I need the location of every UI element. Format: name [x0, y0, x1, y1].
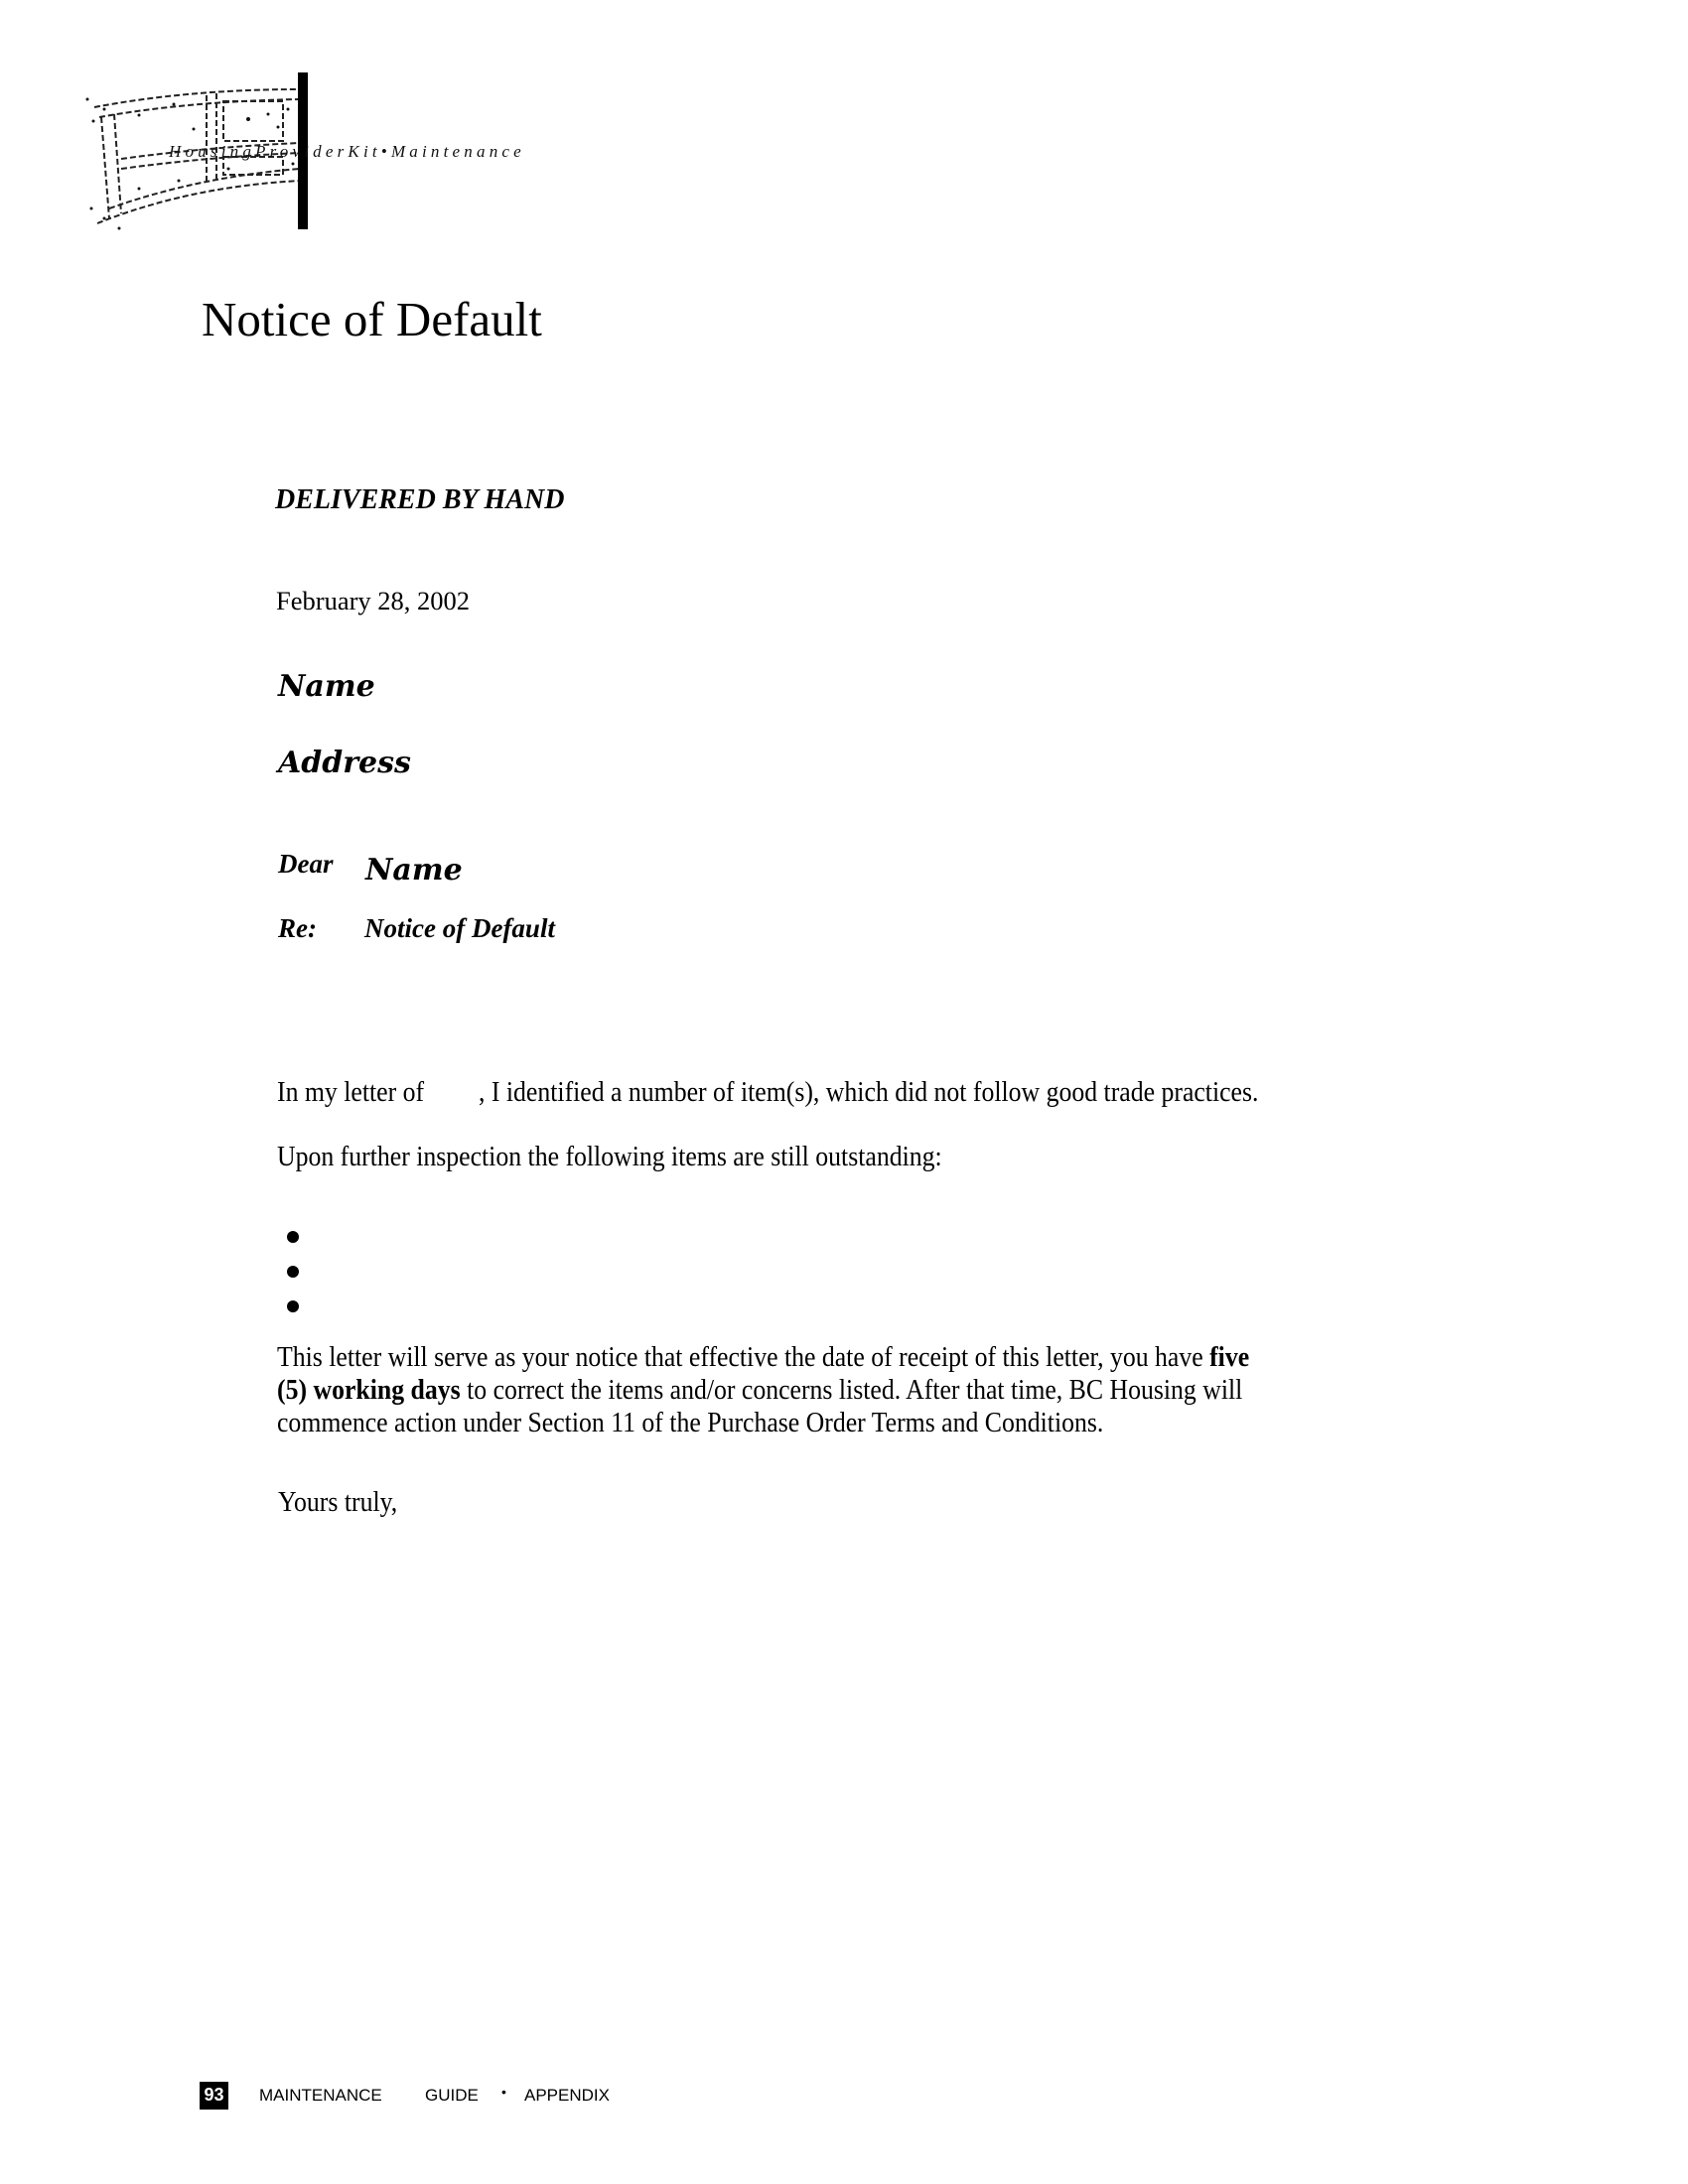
footer-separator: • — [501, 2084, 506, 2100]
emphasis-text: (5) working days — [277, 1375, 461, 1406]
paragraph-2: Upon further inspection the following items are still outstanding: — [277, 1142, 942, 1172]
footer-section-maintenance: MAINTENANCE — [259, 2086, 382, 2105]
page-title: Notice of Default — [202, 292, 542, 346]
delivery-method: DELIVERED BY HAND — [275, 484, 565, 515]
text: to correct the items and/or concerns listed. After that time, BC Housing will — [460, 1375, 1243, 1406]
subject-text: Notice of Default — [364, 913, 555, 943]
text: This letter will serve as your notice that effective the date of receipt of this letter, you have — [277, 1342, 1210, 1373]
list-bullet — [287, 1231, 299, 1243]
paragraph-3-line-1 — [277, 1344, 1249, 1372]
closing: Yours truly, — [278, 1487, 398, 1518]
letter-date: February 28, 2002 — [276, 586, 471, 615]
paragraph-3-line-2 — [277, 1377, 1242, 1405]
list-bullet — [287, 1300, 299, 1312]
recipient-address: Address — [278, 746, 411, 780]
salutation-name: Name — [365, 853, 463, 887]
paragraph-3-line-3: commence action under Section 11 of the Purchase Order Terms and Conditions. — [277, 1408, 1104, 1438]
paragraph-1-start: In my letter of — [277, 1077, 425, 1108]
list-bullet — [287, 1266, 299, 1278]
footer-section-appendix: APPENDIX — [524, 2086, 610, 2105]
emphasis-text: five — [1209, 1342, 1250, 1373]
salutation-greeting: Dear — [278, 849, 334, 879]
paragraph-1-end: , I identified a number of item(s), which did not follow good trade practices. — [479, 1077, 1259, 1108]
logo-tagline: HousingProviderKit•Maintenance — [169, 142, 525, 161]
footer-section-guide: GUIDE — [425, 2086, 479, 2105]
subject-label: Re: — [278, 913, 317, 943]
page-number: 93 — [200, 2082, 228, 2110]
recipient-name: Name — [278, 669, 375, 704]
